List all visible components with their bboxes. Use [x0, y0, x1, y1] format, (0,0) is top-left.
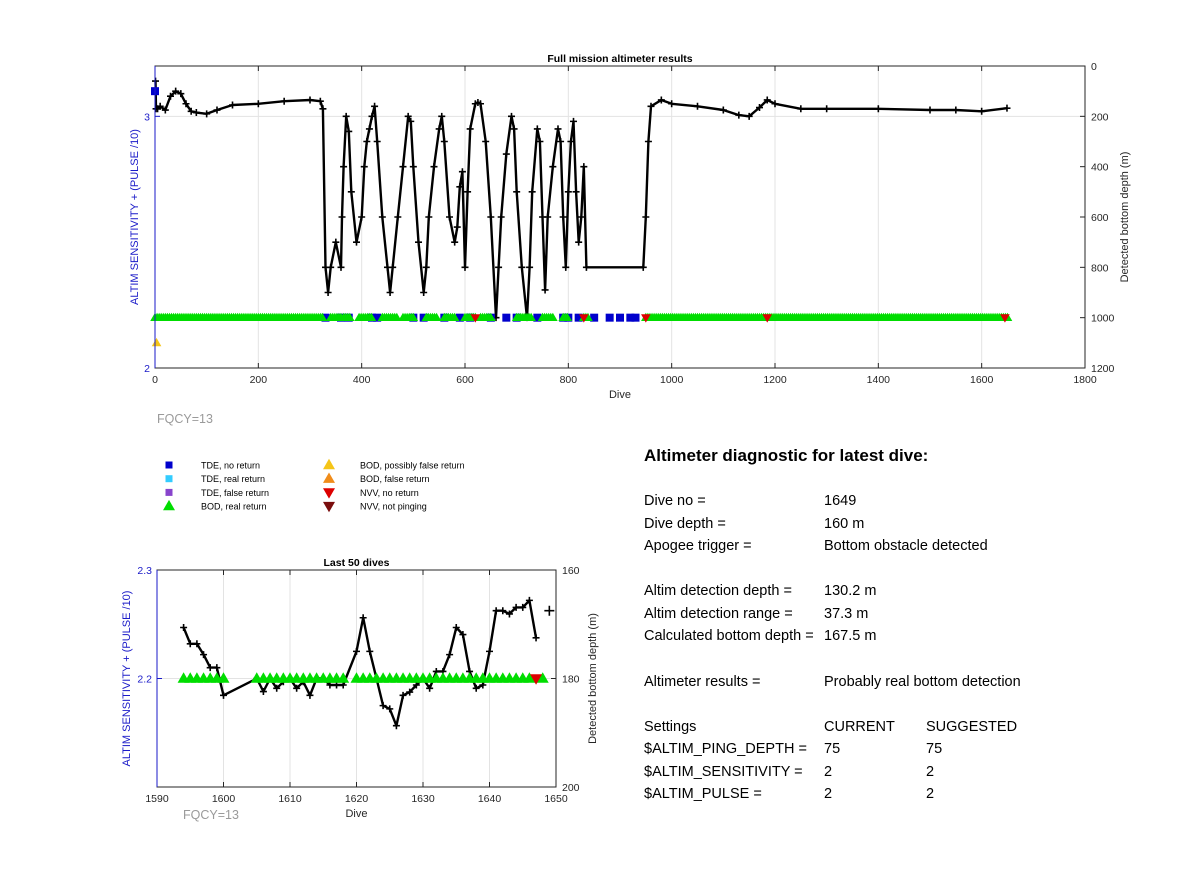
legend-label: NVV, not pinging [360, 501, 427, 512]
data-point [152, 338, 162, 346]
dive-depth-value: 160 m [824, 516, 865, 532]
y-left-tick-label: 2 [144, 363, 150, 375]
data-point [358, 214, 365, 221]
data-point [526, 264, 533, 271]
y-right-tick-label: 1200 [1091, 363, 1115, 375]
setting-name: $ALTIM_PING_DEPTH = [644, 741, 807, 757]
data-point [534, 125, 541, 132]
data-point [374, 138, 381, 145]
fqcy-label-bottom: FQCY=13 [183, 808, 239, 822]
dive-no-value: 1649 [824, 493, 857, 509]
setting-current: 2 [824, 786, 833, 802]
x-tick-label: 1400 [866, 374, 891, 386]
x-tick-label: 400 [352, 374, 371, 386]
data-point [486, 648, 493, 655]
x-tick-label: 1800 [1073, 374, 1097, 386]
dive-depth-label: Dive depth = [644, 516, 726, 532]
calculated-depth-label: Calculated bottom depth = [644, 628, 814, 644]
data-point [467, 125, 474, 132]
y-right-axis-label: Detected bottom depth (m) [1119, 151, 1131, 283]
data-point [214, 107, 221, 114]
data-point [451, 239, 458, 246]
data-point [343, 113, 350, 120]
x-axis-label: Dive [608, 389, 632, 401]
settings-header: Settings [644, 719, 697, 735]
legend-label: TDE, real return [201, 474, 266, 485]
data-point [180, 624, 187, 631]
x-tick-label: 1600 [969, 374, 994, 386]
legend-marker [323, 488, 335, 498]
data-point [952, 107, 959, 114]
data-point [823, 105, 830, 112]
detection-depth-label: Altim detection depth = [644, 583, 792, 599]
data-point [394, 214, 401, 221]
legend-marker [323, 459, 335, 469]
data-point [307, 96, 314, 103]
data-point [529, 188, 536, 195]
x-axis-label: Dive [345, 808, 368, 820]
y-right-tick-label: 200 [562, 782, 580, 794]
x-tick-label: 1640 [477, 793, 502, 805]
data-point [229, 102, 236, 109]
data-point [544, 214, 551, 221]
x-tick-label: 1590 [145, 793, 169, 805]
data-point [482, 138, 489, 145]
data-point [410, 163, 417, 170]
data-point [431, 163, 438, 170]
data-point [549, 163, 556, 170]
suggested-header: SUGGESTED [926, 719, 1018, 735]
data-point [441, 138, 448, 145]
data-point [319, 105, 326, 112]
apogee-label: Apogee trigger = [644, 538, 752, 554]
setting-current: 75 [824, 741, 841, 757]
data-point [366, 125, 373, 132]
data-point [875, 105, 882, 112]
data-point [387, 289, 394, 296]
detection-range-value: 37.3 m [824, 606, 869, 622]
legend-label: BOD, real return [201, 501, 267, 512]
data-point [332, 239, 339, 246]
data-point [389, 264, 396, 271]
data-point [425, 214, 432, 221]
legend-label: TDE, no return [201, 460, 261, 471]
legend-entry [323, 459, 465, 471]
legend-entry [323, 488, 419, 499]
x-tick-label: 200 [249, 374, 268, 386]
x-tick-label: 1630 [411, 793, 435, 805]
data-point [508, 113, 515, 120]
detection-range-label: Altim detection range = [644, 606, 793, 622]
plot-frame [155, 66, 1085, 368]
legend-entry [323, 473, 430, 485]
chart-title: Last 50 dives [323, 557, 390, 569]
series [180, 597, 539, 729]
data-point [498, 214, 505, 221]
x-tick-label: 1600 [211, 793, 236, 805]
data-point [495, 264, 502, 271]
data-point [735, 112, 742, 119]
legend-label: BOD, false return [360, 474, 430, 485]
data-point [1003, 105, 1010, 112]
data-point [255, 100, 262, 107]
data-point [360, 614, 367, 621]
data-point [513, 188, 520, 195]
y-right-tick-label: 180 [562, 673, 580, 686]
data-point [371, 103, 378, 110]
data-point [978, 108, 985, 115]
x-tick-label: 1000 [659, 374, 684, 386]
data-point [694, 103, 701, 110]
setting-suggested: 2 [926, 786, 935, 802]
data-point [557, 138, 564, 145]
data-point [640, 264, 647, 271]
data-point [487, 214, 494, 221]
diagnostic-title: Altimeter diagnostic for latest dive: [644, 446, 929, 465]
dive-no-label: Dive no = [644, 493, 706, 509]
y-left-axis-label: ALTIM SENSITIVITY + (PULSE /10) [129, 129, 141, 305]
data-point [338, 264, 345, 271]
y-right-axis-label: Detected bottom depth (m) [587, 613, 599, 744]
legend-marker [323, 502, 335, 512]
x-tick-label: 1620 [344, 793, 369, 805]
data-point [797, 105, 804, 112]
data-point [366, 648, 373, 655]
data-point [493, 607, 500, 614]
chart-title: Full mission altimeter results [547, 53, 693, 65]
data-point [393, 722, 400, 729]
data-point [446, 214, 453, 221]
y-right-tick-label: 1000 [1091, 312, 1115, 325]
data-point [632, 314, 640, 322]
data-point [462, 264, 469, 271]
data-point [511, 125, 518, 132]
x-tick-label: 0 [152, 374, 158, 386]
y-right-tick-label: 600 [1091, 212, 1109, 224]
data-point [317, 98, 324, 105]
series [152, 78, 1010, 322]
data-point [580, 163, 587, 170]
detection-depth-value: 130.2 m [824, 583, 877, 599]
data-point [438, 113, 445, 120]
series [152, 338, 162, 346]
legend-marker [163, 500, 175, 510]
data-point [339, 214, 346, 221]
data-point [927, 107, 934, 114]
data-point [353, 648, 360, 655]
data-point [363, 138, 370, 145]
y-left-tick-label: 3 [144, 111, 150, 124]
data-point [423, 264, 430, 271]
data-point [565, 188, 572, 195]
series [544, 606, 554, 616]
data-point [213, 664, 220, 671]
data-point [281, 98, 288, 105]
data-point [379, 214, 386, 221]
data-point [152, 78, 159, 85]
data-point [642, 214, 649, 221]
series [151, 87, 640, 322]
data-point [533, 634, 540, 641]
x-tick-label: 1200 [763, 374, 787, 386]
legend-entry [323, 502, 427, 513]
y-right-tick-label: 200 [1091, 111, 1109, 124]
altimeter-results-value: Probably real bottom detection [824, 674, 1021, 690]
y-left-tick-label: 2.3 [137, 565, 152, 577]
setting-name: $ALTIM_PULSE = [644, 786, 762, 802]
data-point [645, 138, 652, 145]
legend-entry [166, 488, 270, 498]
x-tick-label: 800 [559, 374, 578, 386]
altimeter-results-label: Altimeter results = [644, 674, 761, 690]
legend-entry [166, 474, 266, 484]
calculated-depth-value: 167.5 m [824, 628, 877, 644]
data-point [446, 651, 453, 658]
data-point [340, 163, 347, 170]
data-point [327, 264, 334, 271]
y-right-tick-label: 0 [1091, 61, 1097, 73]
x-tick-label: 600 [456, 374, 474, 386]
current-header: CURRENT [824, 719, 895, 735]
y-right-tick-label: 400 [1091, 161, 1109, 174]
setting-name: $ALTIM_SENSITIVITY = [644, 764, 803, 780]
data-point [502, 314, 510, 322]
data-point [187, 640, 194, 647]
legend-marker [166, 475, 173, 482]
legend-marker [166, 489, 173, 496]
data-point [193, 109, 200, 116]
legend-marker [323, 473, 335, 483]
fqcy-label-top: FQCY=13 [157, 412, 213, 426]
last-50-dives-chart [121, 557, 599, 820]
data-point [668, 100, 675, 107]
legend-label: TDE, false return [201, 487, 270, 498]
apogee-value: Bottom obstacle detected [824, 538, 988, 554]
setting-suggested: 2 [926, 764, 935, 780]
x-tick-label: 1650 [544, 793, 568, 805]
data-point [560, 214, 567, 221]
data-point [573, 188, 580, 195]
data-point [616, 314, 624, 322]
y-right-tick-label: 160 [562, 565, 580, 577]
full-mission-chart [129, 53, 1131, 401]
legend-entry [163, 500, 267, 512]
data-point [544, 606, 554, 616]
data-point [570, 118, 577, 125]
legend-label: BOD, possibly false return [360, 460, 465, 471]
data-point [420, 289, 427, 296]
series [178, 672, 549, 682]
setting-suggested: 75 [926, 741, 943, 757]
y-left-axis-label: ALTIM SENSITIVITY + (PULSE /10) [121, 590, 133, 767]
data-point [503, 151, 510, 158]
setting-current: 2 [824, 764, 833, 780]
data-point [353, 239, 360, 246]
data-point [555, 125, 562, 132]
series-line [184, 600, 536, 725]
data-point [400, 163, 407, 170]
data-point [578, 214, 585, 221]
data-point [454, 224, 461, 231]
data-point [348, 188, 355, 195]
data-point [415, 239, 422, 246]
legend [163, 459, 465, 513]
x-tick-label: 1610 [278, 793, 302, 805]
data-point [606, 314, 614, 322]
data-point [575, 239, 582, 246]
data-point [720, 107, 727, 114]
y-left-tick-label: 2.2 [137, 673, 152, 686]
y-right-tick-label: 800 [1091, 262, 1109, 275]
legend-label: NVV, no return [360, 487, 419, 498]
data-point [518, 264, 525, 271]
data-point [325, 289, 332, 296]
legend-marker [166, 462, 173, 469]
data-point [542, 286, 549, 293]
legend-entry [166, 461, 261, 471]
data-point [583, 264, 590, 271]
